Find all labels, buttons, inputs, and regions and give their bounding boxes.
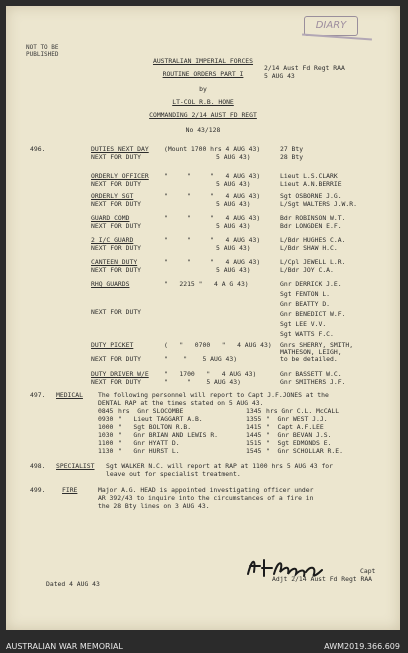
med-time-2: 1355 [246, 415, 262, 423]
med-person: " Gnr HYATT D. [118, 439, 180, 447]
med-time: 1000 [98, 423, 114, 431]
picket-to: " " 5 AUG 43) [164, 355, 238, 363]
med-person-2: hrs Gnr C.L. McCALL [266, 407, 340, 415]
duty-assignee-next: Bdr LONGDEN E.F. [280, 222, 342, 230]
medical-text: The following personnel will report to Capt J.F.JONES at the [98, 391, 329, 399]
orders-title: ROUTINE ORDERS PART I [162, 70, 244, 78]
med-person: " Sgt BOLTON R.B. [118, 423, 192, 431]
med-person-2: " Gnr WEST J.J. [266, 415, 328, 423]
med-person-2: " Capt A.F.LEE [266, 423, 324, 431]
picket-label: DUTY PICKET [91, 341, 134, 349]
item-number: 496. [30, 145, 46, 153]
duty-next-label: NEXT FOR DUTY [91, 200, 142, 208]
duty-to: 5 AUG 43) [216, 266, 251, 274]
guard-member: Sgt FENTON L. [280, 290, 331, 298]
driver-who: Gnr BASSETT W.C. [280, 370, 342, 378]
med-time-2: 1515 [246, 439, 262, 447]
duty-assignee: L/Cpl JEWELL L.R. [280, 258, 346, 266]
guards-time: " 2215 " 4 A G 43) [164, 280, 249, 288]
signatory-rank: Capt [360, 567, 376, 575]
guards-label: RHQ GUARDS [91, 280, 130, 288]
medical-text: DENTAL RAP at the times stated on 5 AUG 43. [98, 399, 264, 407]
fire-text: Major A.G. HEAD is appointed investigating officer under [98, 486, 314, 494]
orders-number: No 43/128 [185, 126, 221, 134]
stamp-line: PUBLISHED [26, 51, 59, 58]
fire-text: AR 392/43 to inquire into the circumstances of a fire in [98, 494, 314, 502]
med-person: " Gnr HURST L. [118, 447, 180, 455]
specialist-label: SPECIALIST [56, 462, 95, 470]
specialist-text: leave out for specialist treatment. [106, 470, 241, 478]
item-number: 498. [30, 462, 46, 470]
picket-who: MATHESON, LEIGH, [280, 348, 342, 356]
medical-label: MEDICAL [56, 391, 83, 399]
unit-name: 2/14 Aust Fd Regt RAA [264, 64, 345, 72]
orders-date: 5 AUG 43 [264, 72, 295, 80]
duty-assignee-next: L/Sgt WALTERS J.W.R. [280, 200, 357, 208]
duty-assignee: Lieut L.S.CLARK [280, 172, 338, 180]
stamp-line: NOT TO BE [26, 44, 59, 51]
med-time-2: 1415 [246, 423, 262, 431]
duty-next-label: NEXT FOR DUTY [91, 244, 142, 252]
diary-label: DIARY [304, 16, 358, 36]
med-time: 1130 [98, 447, 114, 455]
duty-label: CANTEEN DUTY [91, 258, 138, 266]
duty-label: ORDERLY SGT [91, 192, 134, 200]
archive-id: AWM2019.366.609 [324, 642, 400, 651]
command-line: COMMANDING 2/14 AUST FD REGT [149, 111, 257, 119]
med-time-2: 1345 [246, 407, 262, 415]
duty-assignee: L/Bdr HUGHES C.A. [280, 236, 346, 244]
duty-next-label: NEXT FOR DUTY [91, 180, 142, 188]
signatory-role: Adjt 2/14 Aust Fd Regt RAA [272, 575, 373, 583]
dated-line: Dated 4 AUG 43 [46, 580, 100, 588]
guard-member: Sgt LEE V.V. [280, 320, 327, 328]
picket-next: NEXT FOR DUTY [91, 355, 142, 363]
driver-label: DUTY DRIVER W/E [91, 370, 149, 378]
duty-assignee: Bdr ROBINSON W.T. [280, 214, 346, 222]
guard-member: Gnr BENEDICT W.F. [280, 310, 346, 318]
med-person-2: " Gnr SCHOLLAR R.E. [266, 447, 343, 455]
med-time-2: 1445 [246, 431, 262, 439]
duty-label: GUARD COMD [91, 214, 130, 222]
guard-member: Sgt WATTS F.C. [280, 330, 334, 338]
duty-from: " " " 4 AUG 43) [164, 236, 261, 244]
by-label: by [199, 85, 207, 93]
duty-to: 5 AUG 43) [216, 222, 251, 230]
duty-assignee: 27 Bty [280, 145, 304, 153]
duty-from: (Mount 1700 hrs 4 AUG 43) [164, 145, 261, 153]
med-person: hrs Gnr SLOCOMBE [118, 407, 184, 415]
duty-label: ORDERLY OFFICER [91, 172, 149, 180]
duty-assignee-next: Lieut A.N.BERRIE [280, 180, 342, 188]
specialist-text: Sgt WALKER N.C. will report at RAP at 1100 hrs 5 AUG 43 for [106, 462, 334, 470]
document-page [6, 6, 400, 630]
duty-assignee: Sgt OSBORNE J.G. [280, 192, 342, 200]
archive-name: AUSTRALIAN WAR MEMORIAL [6, 642, 123, 651]
duty-assignee-next: 28 Bty [280, 153, 304, 161]
duty-next-label: NEXT FOR DUTY [91, 266, 142, 274]
driver-next: NEXT FOR DUTY [91, 378, 142, 386]
med-time: 1030 [98, 431, 114, 439]
item-number: 497. [30, 391, 46, 399]
picket-who: to be detailed. [280, 355, 338, 363]
picket-who: Gnrs SHERRY, SMITH, [280, 341, 354, 349]
med-time: 0930 [98, 415, 114, 423]
med-person: " Lieut TAGGART A.B. [118, 415, 203, 423]
guard-member: Gnr DERRICK J.E. [280, 280, 342, 288]
duty-from: " " " 4 AUG 43) [164, 258, 261, 266]
item-number: 499. [30, 486, 46, 494]
med-time: 0845 [98, 407, 114, 415]
duty-next-label: NEXT FOR DUTY [91, 222, 142, 230]
driver-who: Gnr SMITHERS J.F. [280, 378, 346, 386]
duty-assignee-next: L/Bdr SHAW H.C. [280, 244, 338, 252]
picket-from: ( " 0700 " 4 AUG 43) [164, 341, 272, 349]
med-person-2: " Gnr BEVAN J.S. [266, 431, 332, 439]
duty-to: 5 AUG 43) [216, 180, 251, 188]
duty-assignee-next: L/Bdr JOY C.A. [280, 266, 334, 274]
archive-footer [0, 632, 408, 653]
duty-label: 2 I/C GUARD [91, 236, 134, 244]
duty-from: " " " 4 AUG 43) [164, 192, 261, 200]
fire-text: the 28 Bty lines on 3 AUG 43. [98, 502, 210, 510]
guard-member: Gnr BEATTY D. [280, 300, 331, 308]
duty-to: 5 AUG 43) [216, 244, 251, 252]
med-time: 1100 [98, 439, 114, 447]
not-published-stamp [26, 44, 59, 58]
duty-from: " " " 4 AUG 43) [164, 214, 261, 222]
duty-to: 5 AUG 43) [216, 153, 251, 161]
driver-to: " " 5 AUG 43) [164, 378, 241, 386]
med-person-2: " Sgt EDMONDS E. [266, 439, 332, 447]
med-person: " Gnr BRIAN AND LEWIS R. [118, 431, 219, 439]
duty-to: 5 AUG 43) [216, 200, 251, 208]
fire-label: FIRE [62, 486, 78, 494]
duty-from: " " " 4 AUG 43) [164, 172, 261, 180]
duty-label: DUTIES NEXT DAY [91, 145, 149, 153]
duty-next-label: NEXT FOR DUTY [91, 153, 142, 161]
med-time-2: 1545 [246, 447, 262, 455]
guards-next: NEXT FOR DUTY [91, 308, 142, 316]
commander-name: LT-COL R.B. HONE [172, 98, 234, 106]
org-heading: AUSTRALIAN IMPERIAL FORCES [152, 57, 254, 65]
driver-from: " 1700 " 4 AUG 43) [164, 370, 257, 378]
